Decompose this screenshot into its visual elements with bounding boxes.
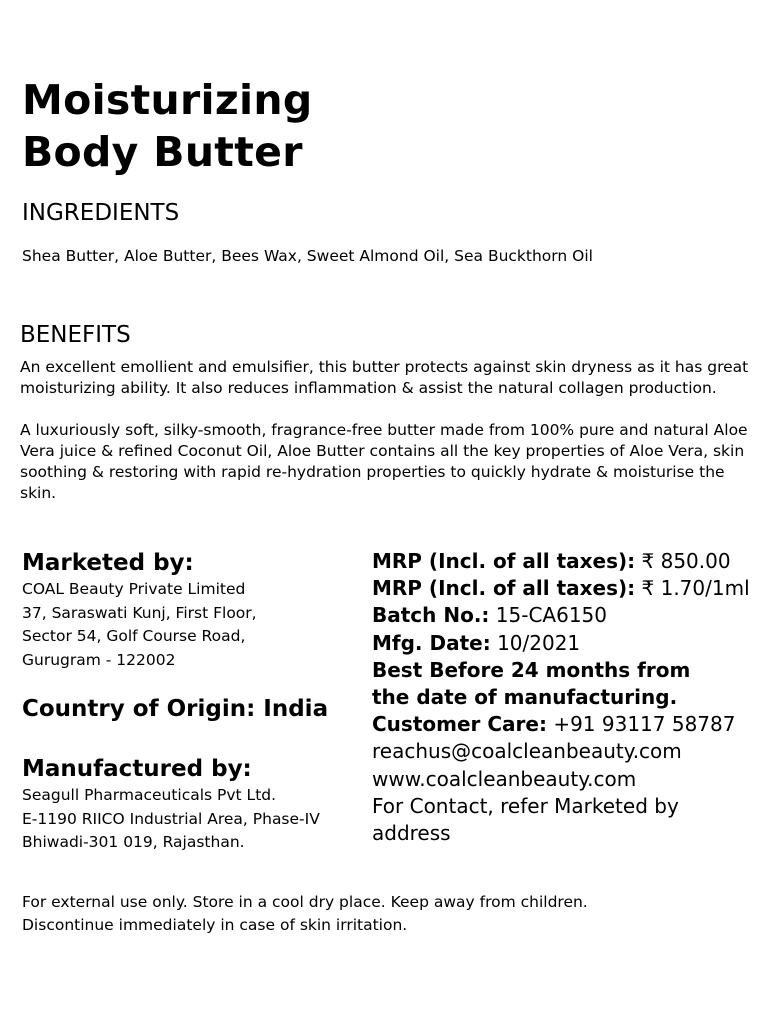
manufacturer-address-line: Bhiwadi-301 019, Rajasthan. — [22, 833, 245, 851]
mrp-value: ₹ 850.00 — [641, 549, 731, 573]
customer-care-line — [372, 711, 762, 738]
mrp-label: MRP (Incl. of all taxes): — [372, 549, 636, 573]
manufactured-by-heading: Manufactured by: — [22, 756, 252, 782]
product-title-line-2: Body Butter — [22, 128, 303, 176]
usage-warning-line-1: For external use only. Store in a cool dry place. Keep away from children. — [22, 893, 588, 911]
usage-warning — [22, 891, 752, 937]
unit-mrp-label: MRP (Incl. of all taxes): — [372, 576, 636, 601]
marketer-address — [22, 578, 352, 672]
manufacturer-address — [22, 784, 352, 855]
mfg-date-line — [372, 630, 762, 657]
benefits-heading: BENEFITS — [20, 322, 131, 348]
marketer-address-line: Sector 54, Golf Course Road, — [22, 627, 246, 645]
marketer-address-line: Gurugram - 122002 — [22, 650, 176, 669]
usage-warning-line-2: Discontinue immediately in case of skin irritation. — [22, 916, 408, 934]
marketer-address-line: 37, Saraswati Kunj, First Floor, — [22, 603, 257, 622]
website-url: www.coalcleanbeauty.com — [372, 766, 637, 791]
country-of-origin: Country of Origin: India — [22, 696, 329, 722]
marketer-address-line: COAL Beauty Private Limited — [22, 580, 246, 598]
product-title — [22, 74, 313, 178]
benefits-paragraph-1: An excellent emollient and emulsifier, this butter protects against skin dryness as it has great moisturizing ability. It also reduces inflammation & assist the natural collagen production. — [20, 358, 749, 397]
benefits-paragraph-2: A luxuriously soft, silky-smooth, fragrance-free butter made from 100% pure and natural Aloe Vera juice & refined Coconut Oil, Aloe Butter contains all the key properties of Aloe Vera, skin soothing & restoring with rapid re-hydration properties to quickly hydrate & moisturise the skin. — [20, 421, 748, 502]
contact-email: reachus@coalcleanbeauty.com — [372, 739, 682, 764]
unit-mrp-line — [372, 575, 762, 602]
benefits-text — [20, 357, 755, 525]
customer-care-label: Customer Care: — [372, 712, 547, 737]
batch-label: Batch No.: — [372, 603, 490, 628]
customer-care-phone: +91 93117 58787 — [553, 712, 736, 737]
batch-value: 15-CA6150 — [495, 603, 608, 628]
batch-line — [372, 602, 762, 629]
mrp-line — [372, 548, 762, 575]
company-info — [22, 548, 352, 855]
unit-mrp-value: ₹ 1.70/1ml — [641, 576, 750, 601]
marketed-by-heading: Marketed by: — [22, 550, 194, 576]
ingredients-list: Shea Butter, Aloe Butter, Bees Wax, Sweet Almond Oil, Sea Buckthorn Oil — [22, 247, 593, 265]
manufacturer-address-line: E-1190 RIICO Industrial Area, Phase-IV — [22, 809, 320, 828]
manufacturer-address-line: Seagull Pharmaceuticals Pvt Ltd. — [22, 786, 277, 804]
product-title-line-1: Moisturizing — [22, 76, 313, 124]
best-before-line-1: Best Before 24 months from — [372, 657, 691, 682]
best-before-line-2: the date of manufacturing. — [372, 685, 678, 710]
contact-note-line-2: address — [372, 821, 451, 846]
ingredients-heading: INGREDIENTS — [22, 200, 180, 226]
marketed-by-section — [22, 548, 352, 672]
product-details — [372, 548, 762, 847]
mfg-date-value: 10/2021 — [497, 630, 581, 655]
contact-note-line-1: For Contact, refer Marketed by — [372, 793, 679, 818]
mfg-date-label: Mfg. Date: — [372, 630, 491, 655]
manufactured-by-section — [22, 754, 352, 855]
